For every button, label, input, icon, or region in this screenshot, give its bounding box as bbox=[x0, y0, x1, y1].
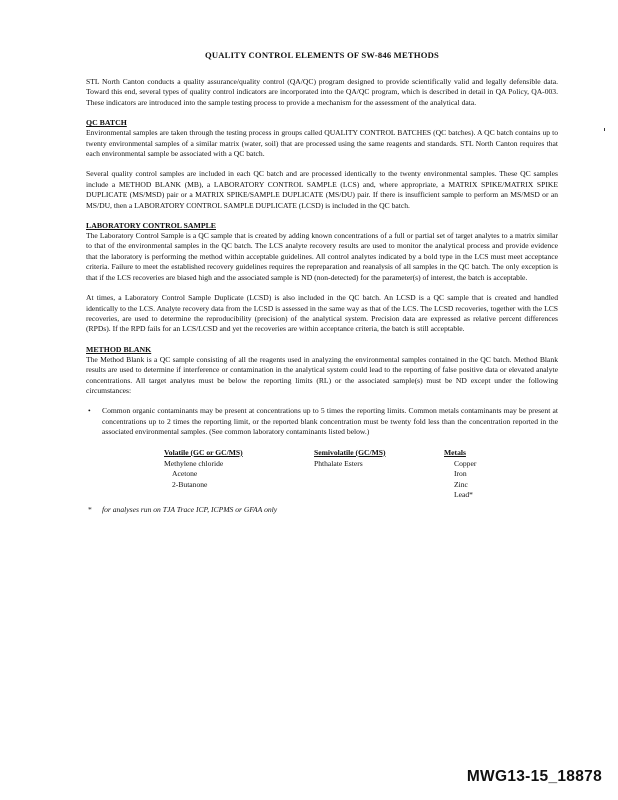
document-page bbox=[86, 50, 558, 525]
method-blank-section bbox=[86, 345, 558, 515]
document-id: MWG13-15_18878 bbox=[466, 768, 602, 785]
method-blank-heading: METHOD BLANK bbox=[86, 344, 152, 354]
scan-mark bbox=[604, 128, 605, 131]
lcs-paragraph-2: At times, a Laboratory Control Sample Duplicate (LCSD) is also included in the QC batch. An LCSD is a QC sample that is created and handled identically to the LCS. Analyte recovery data from the LCSD is assessed in the same way as that of the LCS. The LCSD recoveries, together with the LCS recoveries, are used to determine the reproducibility (precision) of the analytical system. Precision data are expressed as relative percent differences (RPDs). If the RPD fails for an LCS/LCSD and yet the recoveries are within acceptance criteria, the batch is still acceptable. bbox=[86, 293, 558, 334]
bullet-text: Common organic contaminants may be present at concentrations up to 5 times the reporting limits. Common metals contaminants may be present at concentrations up to 2 times the reporting limit, or the reported blank concentration must be twenty fold less than the concentration reported in the associated environmental samples. (See common laboratory contaminants listed below.) bbox=[102, 406, 558, 437]
qc-batch-paragraph-2: Several quality control samples are included in each QC batch and are processed identically to the twenty environmental samples. These QC samples include a METHOD BLANK (MB), a LABORATORY CONTROL SAMPLE (LCS) and, where appropriate, a MATRIX SPIKE/MATRIX SPIKE DUPLICATE (MS/MSD) pair or a MATRIX SPIKE/SAMPLE DUPLICATE (MS/DU) pair. If there is insufficient sample to perform an MS/MSD or an MS/DU, then a LABORATORY CONTROL SAMPLE DUPLICATE (LCSD) is included in the QC batch. bbox=[86, 169, 558, 210]
semivolatile-item: Phthalate Esters bbox=[314, 458, 363, 468]
volatile-item: Methylene chloride bbox=[164, 458, 224, 468]
metals-column bbox=[444, 448, 504, 501]
method-blank-paragraph: The Method Blank is a QC sample consisting of all the reagents used in analyzing the environmental samples contained in the QC batch. Method Blank results are used to determine if interference or contamination in the analytical system could lead to the reporting of false positive data or elevated analyte concentrations. All target analytes must be below the reporting limits (RL) or the associated sample(s) must be ND except under the following circumstances: bbox=[86, 354, 558, 395]
contaminants-table bbox=[164, 448, 558, 501]
semivolatile-column bbox=[314, 448, 444, 501]
metals-header: Metals bbox=[444, 447, 466, 457]
volatile-column bbox=[164, 448, 314, 501]
metals-item: Copper bbox=[454, 458, 477, 468]
qc-batch-heading: QC BATCH bbox=[86, 118, 127, 128]
bullet-icon: • bbox=[88, 406, 91, 416]
lcs-heading: LABORATORY CONTROL SAMPLE bbox=[86, 221, 216, 231]
footnote bbox=[86, 505, 558, 515]
volatile-item: Acetone bbox=[172, 469, 198, 479]
lcs-section bbox=[86, 221, 558, 335]
metals-item: Iron bbox=[454, 469, 467, 479]
qc-batch-section bbox=[86, 118, 558, 211]
volatile-header: Volatile (GC or GC/MS) bbox=[164, 447, 243, 457]
footnote-text: for analyses run on TJA Trace ICP, ICPMS or GFAA only bbox=[102, 504, 278, 514]
lcs-paragraph-1: The Laboratory Control Sample is a QC sample that is created by adding known concentrations of a full or partial set of target analytes to a matrix similar to that of the environmental samples in the QC batch. The LCS analyte recovery results are used to monitor the analytical process and provide evidence that the laboratory is performing the method within acceptable guidelines. All control analytes indicated by a bold type in the LCS must meet acceptance criteria. Failure to meet the established recovery guidelines requires the repreparation and reanalysis of all samples in the QC batch. The only exception is that if the LCS recoveries are biased high and the associated sample is ND (non-detected) for the parameter(s) of interest, the batch is acceptable. bbox=[86, 231, 558, 282]
intro-paragraph: STL North Canton conducts a quality assurance/quality control (QA/QC) program designed to provide scientifically valid and legally defensible data. Toward this end, several types of quality control indicators are incorporated into the QA/QC program, which is described in detail in QA Policy, QA-003. These indicators are introduced into the sample testing process to provide a mechanism for the assessment of the analytical data. bbox=[86, 77, 558, 107]
bullet-item-contaminants bbox=[86, 406, 558, 437]
metals-item: Lead* bbox=[454, 490, 473, 500]
qc-batch-paragraph-1: Environmental samples are taken through the testing process in groups called QUALITY CONTROL BATCHES (QC batches). A QC batch contains up to twenty environmental samples of a similar matrix (water, soil) that are processed using the same reagents and standards. STL North Canton requires that each environmental sample be associated with a QC batch. bbox=[86, 128, 558, 159]
metals-item: Zinc bbox=[454, 479, 468, 489]
volatile-item: 2-Butanone bbox=[172, 479, 208, 489]
document-title: QUALITY CONTROL ELEMENTS OF SW-846 METHODS bbox=[204, 50, 440, 60]
footnote-symbol: * bbox=[88, 504, 92, 514]
semivolatile-header: Semivolatile (GC/MS) bbox=[314, 447, 386, 457]
